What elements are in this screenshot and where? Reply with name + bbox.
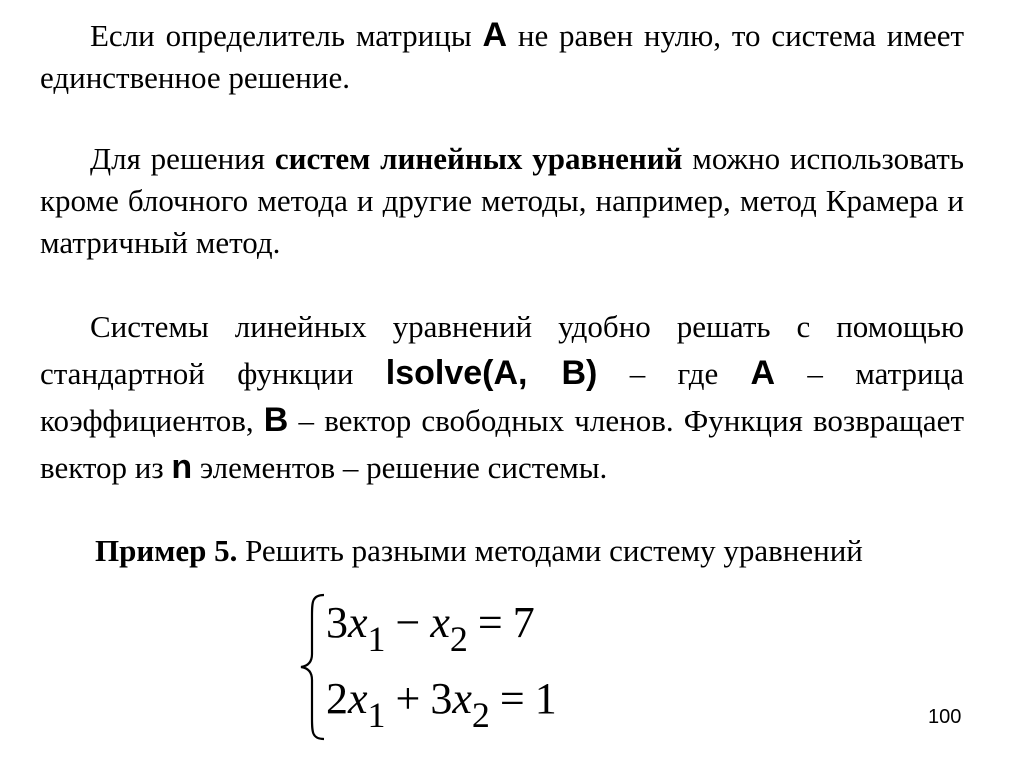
subscript: 2 [449,619,468,659]
coef: 3 [430,674,453,723]
subscript: 1 [367,695,386,735]
example-label: Пример 5. [95,533,238,568]
operator: + [395,674,421,723]
equation-1 [326,598,535,659]
paragraph-text: – вектор свободных членов. Функция возвращает вектор из [40,403,964,485]
rhs: 1 [534,674,557,723]
var: x [430,598,450,647]
paragraph-text: – где [597,356,751,391]
equation-2 [326,674,557,735]
paragraph-text: – матрица коэффициентов, [40,356,964,438]
paragraph-text: элементов – решение системы. [192,450,608,485]
vector-symbol-b: B [263,401,289,439]
paragraph-determinant [40,14,964,99]
equals: = [499,674,525,723]
equation-system [298,592,618,742]
paragraph-text: Если определитель матрицы [90,18,483,53]
paragraph-methods [40,138,964,264]
paragraph-text: можно использовать кроме блочного метода и другие методы, например, метод Крамера и матричный метод. [40,141,964,260]
matrix-symbol-a: A [750,354,776,392]
equals: = [477,598,503,647]
bold-term: систем линейных уравнений [274,141,683,176]
subscript: 2 [471,695,490,735]
rhs: 7 [512,598,535,647]
var: x [348,674,368,723]
coef: 2 [326,674,348,723]
paragraph-text: не равен нулю, то система имеет единственное решение. [40,18,965,95]
function-lsolve: lsolve(A, B) [385,354,598,392]
matrix-symbol-a: A [482,16,508,54]
var: x [452,674,472,723]
symbol-n: n [171,448,193,486]
paragraph-lsolve [40,303,964,491]
operator: − [395,598,421,647]
curly-brace-icon [298,592,328,742]
var: x [348,598,368,647]
paragraph-text: Системы линейных уравнений удобно решать с помощью стандартной функции [40,309,964,391]
example-heading [95,530,863,572]
subscript: 1 [367,619,386,659]
paragraph-text: Для решения [90,141,275,176]
coef: 3 [326,598,348,647]
example-text: Решить разными методами систему уравнений [237,533,863,568]
page-number: 100 [928,706,962,728]
